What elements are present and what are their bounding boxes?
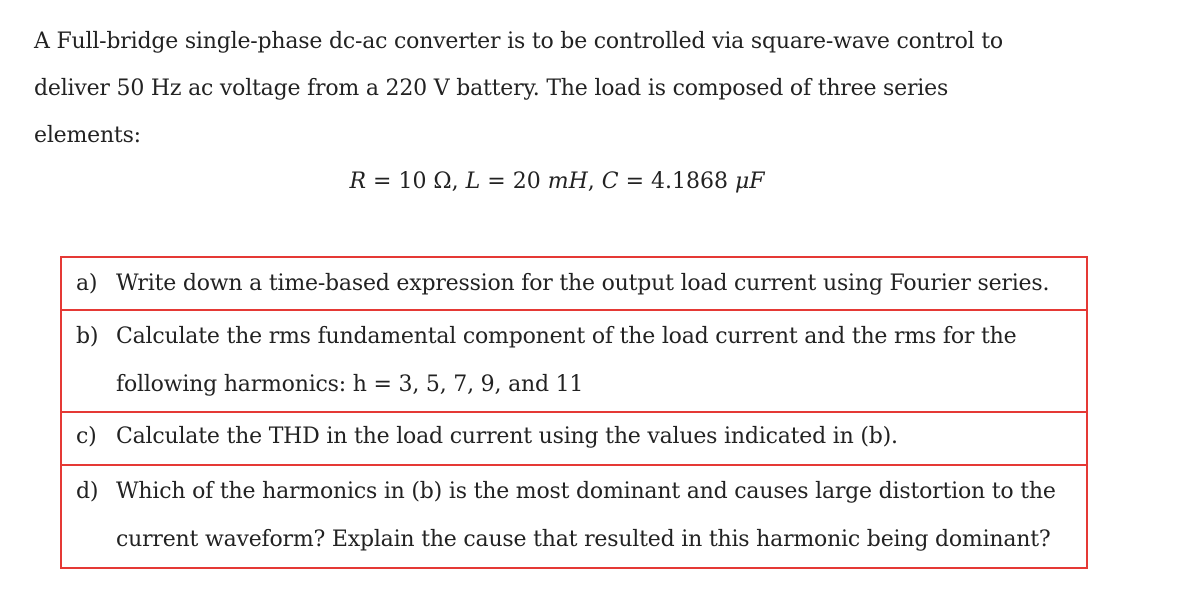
inductance-unit: mH <box>547 169 588 194</box>
inductance-symbol: L <box>465 169 481 194</box>
question-row-d <box>62 466 1086 567</box>
capacitance-unit: μF <box>735 169 765 194</box>
capacitance-symbol: C <box>601 169 619 194</box>
problem-statement <box>34 18 1144 159</box>
resistance-value: = 10 Ω, <box>373 169 459 194</box>
resistance-symbol: R <box>349 169 367 194</box>
question-letter: a) <box>76 271 98 296</box>
problem-line-3: elements: <box>34 123 141 148</box>
inductance-value: = 20 <box>487 169 541 194</box>
question-line: Calculate the THD in the load current using the values indicated in (b). <box>116 424 898 449</box>
question-line: current waveform? Explain the cause that resulted in this harmonic being dominant? <box>116 527 1051 552</box>
question-line: Calculate the rms fundamental component of the load current and the rms for the <box>116 324 1017 349</box>
question-letter: c) <box>76 424 97 449</box>
question-row-c <box>62 413 1086 466</box>
problem-line-1: A Full-bridge single-phase dc-ac converter is to be controlled via square-wave control to <box>34 29 1003 54</box>
question-text <box>116 468 1086 567</box>
question-row-a <box>62 258 1086 311</box>
question-text <box>116 313 1086 411</box>
equation-separator: , <box>587 169 595 194</box>
questions-table <box>60 256 1088 569</box>
question-row-b <box>62 311 1086 413</box>
question-line: following harmonics: h = 3, 5, 7, 9, and 11 <box>116 372 584 397</box>
question-letter: b) <box>76 324 99 349</box>
question-letter: d) <box>76 479 99 504</box>
question-text <box>116 413 1086 464</box>
question-text <box>116 260 1086 309</box>
load-parameters-equation <box>0 164 1112 200</box>
question-line: Which of the harmonics in (b) is the most dominant and causes large distortion to the <box>116 479 1056 504</box>
capacitance-value: = 4.1868 <box>625 169 728 194</box>
question-line: Write down a time-based expression for the output load current using Fourier series. <box>116 271 1050 296</box>
problem-line-2: deliver 50 Hz ac voltage from a 220 V battery. The load is composed of three series <box>34 76 949 101</box>
